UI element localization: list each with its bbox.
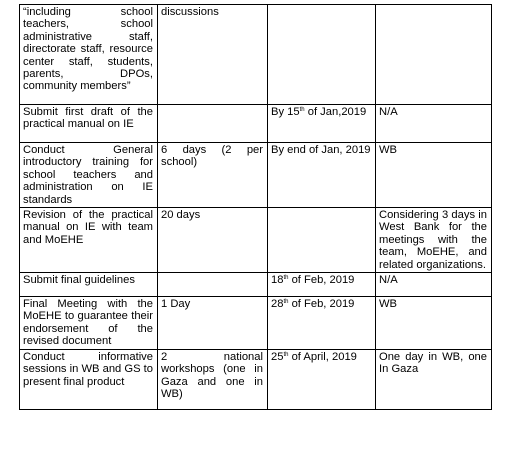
- notes-cell: Considering 3 days in West Bank for the meetings with the team, MoEHE, and related organizations.: [376, 208, 492, 273]
- table-row: [20, 143, 492, 208]
- duration-cell: [158, 273, 268, 297]
- table-row: [20, 208, 492, 273]
- notes-cell: N/A: [376, 273, 492, 297]
- deadline-cell: By 15th of Jan,2019: [268, 105, 376, 143]
- table-row: [20, 349, 492, 409]
- document-page: [19, 4, 492, 410]
- activity-cell: “including school teachers, school administrative staff, directorate staff, resource center staff, students, parents, DPOs, community members”: [20, 5, 158, 105]
- deadline-cell: 18th of Feb, 2019: [268, 273, 376, 297]
- activity-cell: Conduct informative sessions in WB and GS to present final product: [20, 349, 158, 409]
- deadline-cell: 25th of April, 2019: [268, 349, 376, 409]
- notes-cell: WB: [376, 297, 492, 350]
- deadline-cell: 28th of Feb, 2019: [268, 297, 376, 350]
- table-row: [20, 105, 492, 143]
- duration-cell: 20 days: [158, 208, 268, 273]
- activity-cell: Conduct General introductory training for school teachers and administration on IE standards: [20, 143, 158, 208]
- duration-cell: 6 days (2 per school): [158, 143, 268, 208]
- activity-cell: Submit final guidelines: [20, 273, 158, 297]
- notes-cell: N/A: [376, 105, 492, 143]
- deadline-cell: By end of Jan, 2019: [268, 143, 376, 208]
- duration-cell: 2 national workshops (one in Gaza and one in WB): [158, 349, 268, 409]
- table-row: [20, 297, 492, 350]
- table-row: [20, 5, 492, 105]
- notes-cell: One day in WB, one In Gaza: [376, 349, 492, 409]
- duration-cell: 1 Day: [158, 297, 268, 350]
- activity-cell: Submit first draft of the practical manual on IE: [20, 105, 158, 143]
- activity-cell: Revision of the practical manual on IE with team and MoEHE: [20, 208, 158, 273]
- deadline-cell: [268, 208, 376, 273]
- duration-cell: discussions: [158, 5, 268, 105]
- deadline-cell: [268, 5, 376, 105]
- table-row: [20, 273, 492, 297]
- notes-cell: [376, 5, 492, 105]
- activity-schedule-table: [19, 4, 492, 410]
- duration-cell: [158, 105, 268, 143]
- notes-cell: WB: [376, 143, 492, 208]
- activity-cell: Final Meeting with the MoEHE to guarantee their endorsement of the revised document: [20, 297, 158, 350]
